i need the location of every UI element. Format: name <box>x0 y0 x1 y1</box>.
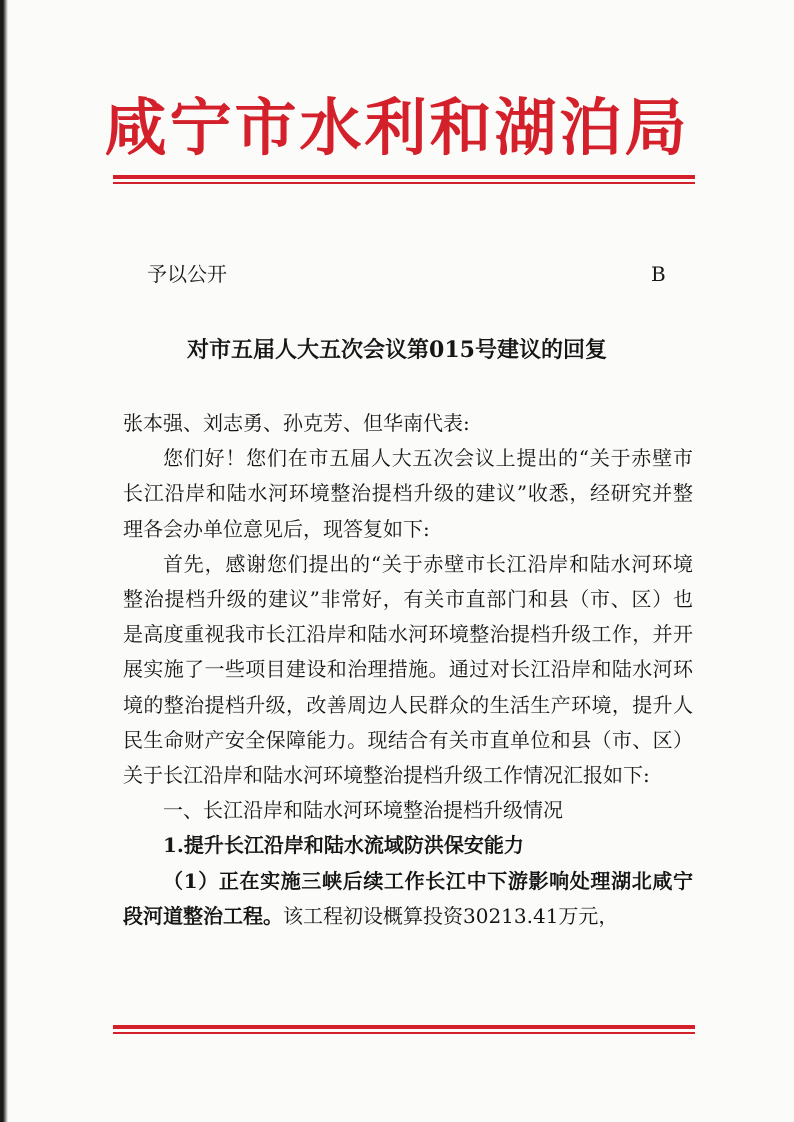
classification-label: B <box>651 262 666 286</box>
letterhead-red-rule-thick <box>113 175 695 179</box>
section-heading: 一、长江沿岸和陆水河环境整治提档升级情况 <box>163 798 563 823</box>
item-sentence: 该工程初设概算投资30213.41万元， <box>283 903 619 928</box>
disclosure-label: 予以公开 <box>147 262 227 286</box>
item-bold-sentence: （1）正在实施三峡后续工作长江中下游影响处理湖北咸宁段河道整治工程。 <box>123 868 693 928</box>
body-paragraph-item <box>123 864 693 934</box>
footer-red-rule-thin <box>113 1032 695 1034</box>
scan-edge-shadow <box>0 0 8 1122</box>
body-paragraph: 首先，感谢您们提出的“关于赤壁市长江沿岸和陆水河环境整治提档升级的建议”非常好，有关市直部门和县（市、区）也是高度重视我市长江沿岸和陆水河环境整治提档升级工作，并开展实施了一些项目建设和治理措施。通过对长江沿岸和陆水河环境的整治提档升级，改善周边人民群众的生活生产环境，提升人民生命财产安全保障能力。现结合有关市直单位和县（市、区）关于长江沿岸和陆水河环境整治提档升级工作情况汇报如下: <box>123 551 693 788</box>
document-title: 对市五届人大五次会议第015号建议的回复 <box>187 337 607 363</box>
subsection-heading: 1.提升长江沿岸和陆水流域防洪保安能力 <box>163 833 524 858</box>
footer-red-rule-thick <box>113 1025 695 1029</box>
addressee-line: 张本强、刘志勇、孙克芳、但华南代表: <box>123 411 470 435</box>
document-body <box>123 406 693 934</box>
body-paragraph: 您们好！您们在市五届人大五次会议上提出的“关于赤壁市长江沿岸和陆水河环境整治提档升级的建议”收悉，经研究并整理各会办单位意见后，现答复如下: <box>123 446 693 541</box>
letterhead-red-rule-thin <box>113 182 695 184</box>
letterhead-agency-name: 咸宁市水利和湖泊局 <box>104 91 690 164</box>
